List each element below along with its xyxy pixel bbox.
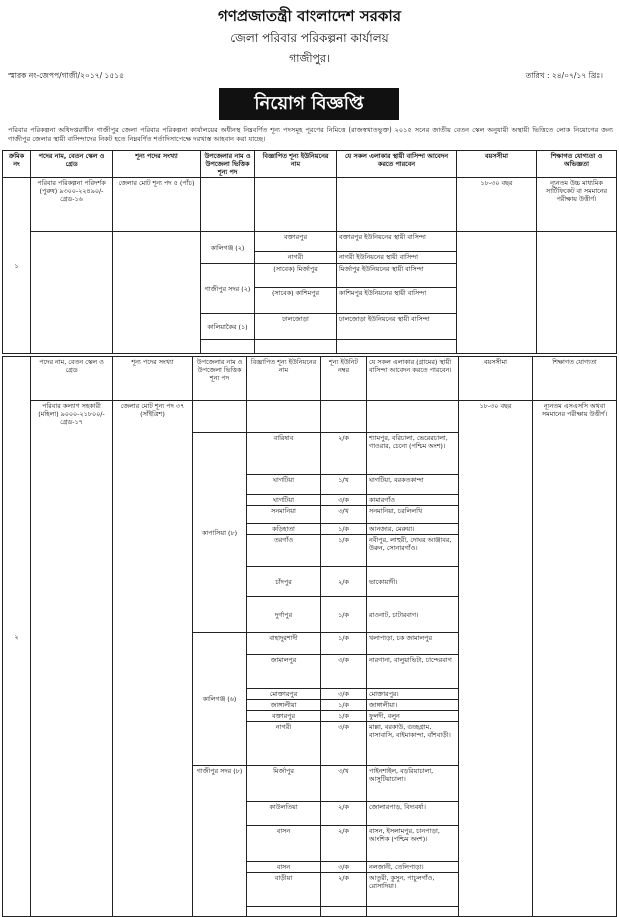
unit-cell: ১/ক bbox=[321, 535, 367, 567]
th-education: শিক্ষাগত যোগ্যতা bbox=[533, 357, 617, 401]
unit-cell: ৩/ক bbox=[321, 495, 367, 506]
table-inspector bbox=[2, 150, 617, 354]
unit-cell: ২/ক bbox=[321, 873, 367, 907]
th-residents: যে সকল এলাকার (গ্রামের) স্থায়ী বাসিন্দা আবেদন করতে পারবেন। bbox=[367, 357, 459, 401]
post-cell: পরিবার পরিকল্পনা পরিদর্শক (পুরুষ) ৯৩০০-২২৪৯০/- গ্রেড-১৬ bbox=[31, 178, 113, 232]
unit-cell: ১/খ bbox=[321, 475, 367, 495]
residents-cell: মাল্লা, বরকাউ, গুচ্ছগ্রাম, বাসাবাসি, বাইমাকান্দা, বাঁশবাড়ী। bbox=[367, 722, 459, 766]
serial-cell: ২ bbox=[3, 357, 31, 917]
union-cell: বাসন bbox=[247, 862, 321, 873]
union-cell: মোক্তারপুর bbox=[247, 689, 321, 700]
age-cell: ১৮-৩০ বছর bbox=[457, 178, 537, 232]
residents-cell: কামারগাঁও bbox=[367, 495, 459, 506]
union-cell: জামালপুর bbox=[247, 655, 321, 689]
unit-cell: ১/ক bbox=[321, 711, 367, 722]
unit-cell: ৩/ক bbox=[321, 689, 367, 700]
th-upazila: উপজেলার নাম ও উপজেলা ভিত্তিক শূন্য পদ bbox=[193, 357, 247, 401]
residents-cell: নলজানী, তেলিপাড়া। bbox=[367, 862, 459, 873]
table-row bbox=[3, 178, 617, 232]
memo-number: স্মারক নং-জেপপ/গাজী/২০১৭/ ১৫১৫ bbox=[8, 71, 124, 80]
unit-cell: ১/ক bbox=[321, 597, 367, 633]
unit-cell: ৩/ক bbox=[321, 655, 367, 689]
upazila-cell: কালিয়াকৈর (১) bbox=[201, 314, 255, 340]
union-cell: (সাবেক) মির্জাপুর bbox=[255, 264, 337, 288]
unit-cell: ৩/খ bbox=[321, 506, 367, 524]
unit-cell: ২/ক bbox=[321, 826, 367, 862]
unit-cell: ২/ক bbox=[321, 567, 367, 597]
union-cell: বারিষাব bbox=[247, 433, 321, 475]
union-cell: সনমানিয়া bbox=[247, 506, 321, 524]
education-cell: ন্যূনতম উচ্চ মাধ্যমিক সার্টিফিকেট বা সমমানের পরীক্ষায় উত্তীর্ণ। bbox=[537, 178, 617, 232]
union-cell: বক্তারপুর bbox=[255, 232, 337, 252]
unit-cell: ২/ক bbox=[321, 433, 367, 475]
union-cell: কাউলতিয়া bbox=[247, 802, 321, 826]
serial-cell: ১ bbox=[3, 178, 31, 354]
union-cell: চাঁদপুর bbox=[247, 567, 321, 597]
union-cell: কড়িহাতা bbox=[247, 524, 321, 535]
education-cell: ন্যূনতম এসএসসি অথবা সমমানের পরীক্ষায় উত্তীর্ণ। bbox=[533, 401, 617, 917]
th-age: বয়সসীমা bbox=[457, 151, 537, 178]
th-union: বিজ্ঞাপিত শূন্য ইউনিয়নের নাম bbox=[255, 151, 337, 178]
residents-cell: বক্তারপুর ইউনিয়নের স্থায়ী বাসিন্দা bbox=[337, 232, 457, 252]
residents-cell: ভাকোয়াদী। bbox=[367, 567, 459, 597]
upazila-cell: কালিগঞ্জ (৬) bbox=[193, 633, 247, 766]
th-vacancy: শূন্য পদের সংখ্যা bbox=[113, 151, 201, 178]
union-cell: ঘাগটিয়া bbox=[247, 495, 321, 506]
unit-cell: ৩/ক bbox=[321, 722, 367, 766]
post-cell: পরিবার কল্যাণ সহকারী (মহিলা) ৯০০০-২১৮০০/- গ্রেড-১৭ bbox=[31, 401, 113, 917]
residents-cell: পাইনশাইল, বড়রিয়াচালা, আসুটিয়াচালা। bbox=[367, 766, 459, 802]
vacancy-cell: জেলার মোট শূন্য পদ ৩৭ (সাঁইত্রিশ) bbox=[113, 401, 193, 917]
district-title: গাজীপুর। bbox=[289, 52, 330, 65]
unit-cell: ১/ক bbox=[321, 700, 367, 711]
union-cell: নাগরী bbox=[255, 252, 337, 264]
intro-paragraph: পরিবার পরিকল্পনা অধিদপ্তরাধীন গাজীপুর জেলা পরিবার পরিকল্পনা কার্যালয়ের অধীনস্থ নিম্নবর্ণিত শূন্য পদসমূহ পূরণের নিমিত্তে (রাজস্বখাতভুক্ত) ২০১৫ সনের জাতীয় বেতন স্কেল অনুযায়ী অস্থায়ী ভিত্তিতে লোক নিয়োগের জন্য গাজীপুর জেলার স্থায়ী বাসিন্দাদের নিকট হতে নিম্নবর্ণিত শর্তাদিসাপেক্ষে দরখাস্ত আহবান করা যাচ্ছে। bbox=[8, 126, 613, 143]
th-unit: শূন্য ইউনিট নম্বর bbox=[321, 357, 367, 401]
unit-cell: ১/ক bbox=[321, 524, 367, 535]
unit-cell: ৩/ক bbox=[321, 862, 367, 873]
th-residents: যে সকল এলাকার স্থায়ী বাসিন্দা আবেদন করতে পারবেন bbox=[337, 151, 457, 178]
th-age: বয়সসীমা bbox=[459, 357, 533, 401]
union-cell: ঢালজোড়া bbox=[255, 314, 337, 340]
th-union: বিজ্ঞাপিত শূন্য ইউনিয়নের নাম bbox=[247, 357, 321, 401]
upazila-cell: কাপাসিয়া (৮) bbox=[193, 433, 247, 633]
residents-cell: জোলারপাড়, বিদ্যবর্ষা। bbox=[367, 802, 459, 826]
upazila-cell: গাজীপুর সদর (২) bbox=[201, 264, 255, 314]
office-title: জেলা পরিবার পরিকল্পনা কার্যালয় bbox=[230, 31, 389, 45]
th-vacancy: শূন্য পদের সংখ্যা bbox=[113, 357, 193, 401]
th-post: পদের নাম, বেতন স্কেল ও গ্রেড bbox=[31, 357, 113, 401]
union-cell: বাসন bbox=[247, 826, 321, 862]
residents-cell: আনজার, মেরুয়া। bbox=[367, 524, 459, 535]
residents-cell: শ্যামপুর, বরিচালা, ভেরেরচালা, গাওরার, চেনো (পশ্চিম অংশ)। bbox=[367, 433, 459, 475]
union-cell: বাহাদুরশাদী bbox=[247, 633, 321, 655]
union-cell: বাড়ীয়া bbox=[247, 873, 321, 907]
th-post: পদের নাম, বেতন স্কেল ও গ্রেড bbox=[31, 151, 113, 178]
th-education: শিক্ষাগত যোগ্যতা ও অভিজ্ঞতা bbox=[537, 151, 617, 178]
upazila-cell: কালিগঞ্জ (২) bbox=[201, 232, 255, 264]
unit-cell: ২/ক bbox=[321, 802, 367, 826]
th-upazila: উপজেলার নাম ও উপজেলা ভিত্তিক শূন্য পদ bbox=[201, 151, 255, 178]
govt-title: গণপ্রজাতন্ত্রী বাংলাদেশ সরকার bbox=[218, 7, 401, 25]
residents-cell: মোক্তারপুর। bbox=[367, 689, 459, 700]
union-cell: মির্জাপুর bbox=[247, 766, 321, 802]
union-cell: তরগাঁও bbox=[247, 535, 321, 567]
union-cell: ঘাগটিয়া bbox=[247, 475, 321, 495]
residents-cell: আতুরী, কুসুন, পাচুলগাঁও, রোসাদিয়া। bbox=[367, 873, 459, 907]
unit-cell: ৩/খ bbox=[321, 766, 367, 802]
union-cell: নাগরী bbox=[247, 722, 321, 766]
residents-cell: নাগরী ইউনিয়নের স্থায়ী বাসিন্দা bbox=[337, 252, 457, 264]
union-cell: দুর্গাপুর bbox=[247, 597, 321, 633]
union-cell: জাঙ্গালীয়া bbox=[247, 700, 321, 711]
unit-cell: ১/ক bbox=[321, 633, 367, 655]
residents-cell: মির্জাপুর ইউনিয়নের স্থায়ী বাসিন্দা bbox=[337, 264, 457, 288]
residents-cell: সনমানিয়া, চরলিলখি bbox=[367, 506, 459, 524]
table-row bbox=[3, 401, 617, 433]
residents-cell: কাশিমপুর ইউনিয়নের স্থায়ী বাসিন্দা bbox=[337, 288, 457, 314]
residents-cell: খলাপাড়া, চক জামালপুর bbox=[367, 633, 459, 655]
upazila-cell: গাজীপুর সদর (৮) bbox=[193, 766, 247, 917]
residents-cell: বাসন, ইসলামপুর, চানপাড়া, আংশিক (পশ্চিম অংশ)। bbox=[367, 826, 459, 862]
residents-cell: নারগানা, বালুয়াভিটা, চান্দেরবাগ bbox=[367, 655, 459, 689]
residents-cell: নবীপুর, লাহুরী, দোঘর আঞ্জাবর, উরুন, সোনারগাঁও। bbox=[367, 535, 459, 567]
residents-cell: ঢালজোড়া ইউনিয়নের স্থায়ী বাসিন্দা bbox=[337, 314, 457, 340]
residents-cell: জাঙ্গালীয়া। bbox=[367, 700, 459, 711]
table-header-row bbox=[3, 357, 617, 401]
table-welfare-assistant bbox=[2, 356, 617, 917]
vacancy-cell: জেলার মোট শূন্য পদ ৫ (পাঁচ) bbox=[113, 178, 201, 232]
residents-cell: রাওনাট, চাটারবাগ। bbox=[367, 597, 459, 633]
age-cell: ১৮-৩০ বছর bbox=[459, 401, 533, 917]
table-header-row bbox=[3, 151, 617, 178]
union-cell: বক্তারপুর bbox=[247, 711, 321, 722]
notice-date: তারিখ : ২৪/০৭/১৭ খ্রিঃ। bbox=[525, 71, 603, 80]
th-serial: ক্রমিক নং bbox=[3, 151, 31, 178]
union-cell: (সাবেক) কাশিমপুর bbox=[255, 288, 337, 314]
residents-cell: ফুলদী, বলুন bbox=[367, 711, 459, 722]
residents-cell: ঘাগটিয়া, বরকতকান্দা bbox=[367, 475, 459, 495]
table-row bbox=[3, 232, 617, 252]
notice-banner: নিয়োগ বিজ্ঞপ্তি bbox=[219, 88, 399, 120]
